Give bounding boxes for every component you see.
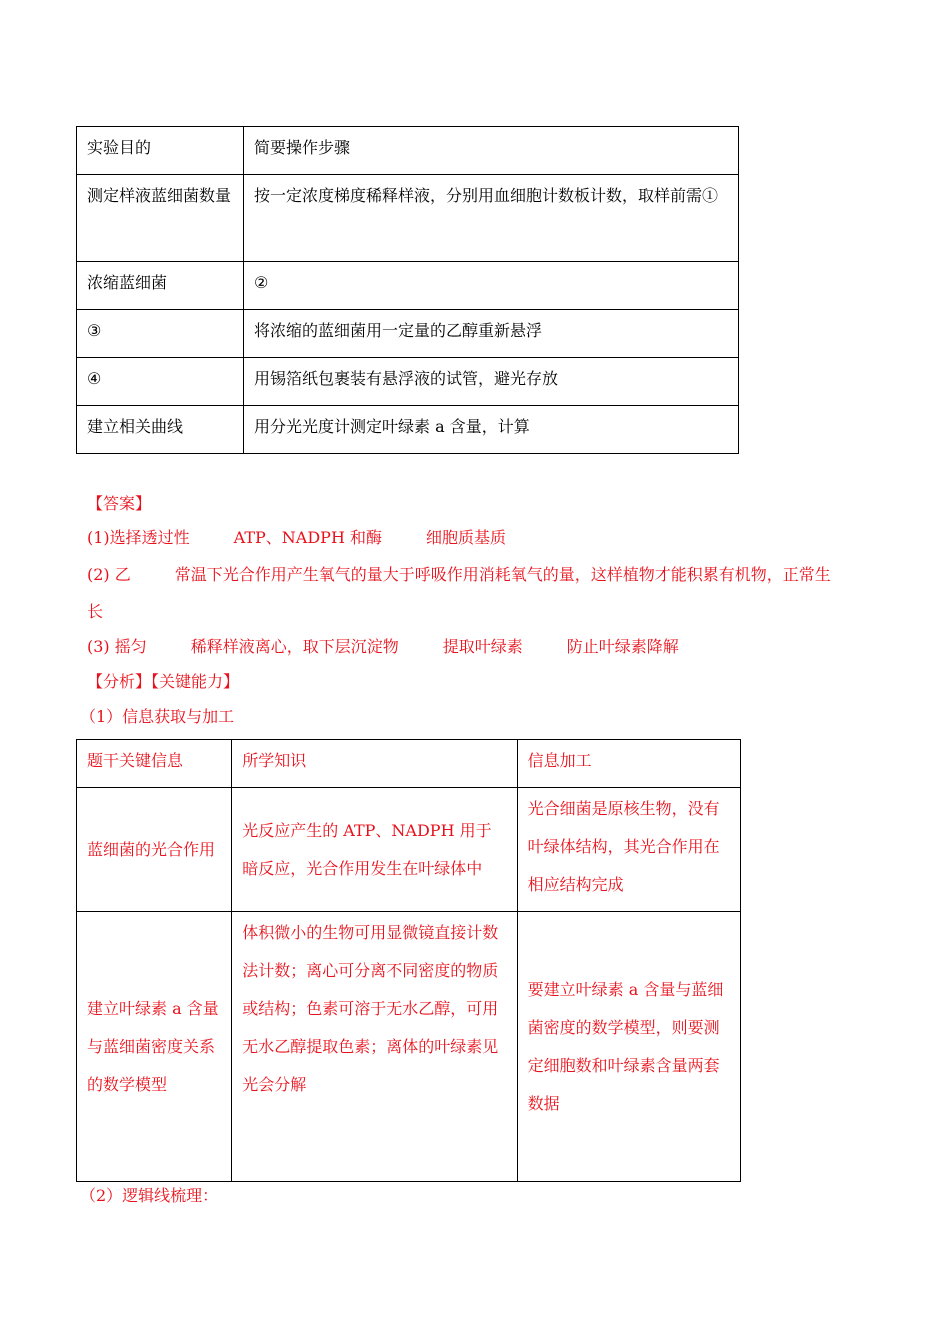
table-header-cell: 题干关键信息 [77, 740, 232, 788]
answer-line-2-cont: 长 [87, 602, 104, 621]
answer-line-2 [87, 562, 831, 588]
table-header-row [77, 740, 741, 788]
table-row [77, 788, 741, 912]
analysis-table [76, 739, 741, 1182]
experiment-table [76, 126, 739, 454]
table-row [77, 912, 741, 1182]
answer-item: (1)选择透过性 [87, 528, 190, 547]
analysis-subheading-2: （2）逻辑线梳理： [80, 1186, 219, 1205]
table-cell: 蓝细菌的光合作用 [77, 788, 232, 912]
answer-item: 细胞质基质 [425, 528, 506, 547]
table-header-cell: 信息加工 [517, 740, 740, 788]
table-cell: 建立相关曲线 [77, 406, 244, 454]
answer-item: 提取叶绿素 [442, 637, 523, 656]
answer-heading: 【答案】 [87, 494, 152, 513]
table-cell: 按一定浓度梯度稀释样液，分别用血细胞计数板计数，取样前需① [244, 175, 739, 262]
table-cell: 光反应产生的 ATP、NADPH 用于暗反应，光合作用发生在叶绿体中 [232, 788, 517, 912]
table-cell: 测定样液蓝细菌数量 [77, 175, 244, 262]
table-cell: 简要操作步骤 [244, 127, 739, 175]
analysis-heading: 【分析】【关键能力】 [87, 672, 240, 691]
table-cell: ④ [77, 358, 244, 406]
table-row [77, 175, 739, 262]
answer-item: 防止叶绿素降解 [566, 637, 679, 656]
table-cell: ② [244, 262, 739, 310]
table-cell: 体积微小的生物可用显微镜直接计数法计数；离心可分离不同密度的物质或结构；色素可溶于无水乙醇，可用无水乙醇提取色素；离体的叶绿素见光会分解 [232, 912, 517, 1182]
analysis-subheading-1: （1）信息获取与加工 [80, 707, 235, 726]
table-cell: ③ [77, 310, 244, 358]
table-header-cell: 所学知识 [232, 740, 517, 788]
table-cell: 用分光光度计测定叶绿素 a 含量，计算 [244, 406, 739, 454]
answer-item: (2) 乙 [87, 565, 131, 584]
table-row [77, 358, 739, 406]
table-cell: 要建立叶绿素 a 含量与蓝细菌密度的数学模型，则要测定细胞数和叶绿素含量两套数据 [517, 912, 740, 1182]
answer-item: (3) 摇匀 [87, 637, 147, 656]
answer-line-1 [87, 525, 506, 551]
table-cell: 将浓缩的蓝细菌用一定量的乙醇重新悬浮 [244, 310, 739, 358]
table-row [77, 262, 739, 310]
table-cell: 用锡箔纸包裹装有悬浮液的试管，避光存放 [244, 358, 739, 406]
table-cell: 实验目的 [77, 127, 244, 175]
table-cell: 建立叶绿素 a 含量与蓝细菌密度关系的数学模型 [77, 912, 232, 1182]
table-cell: 浓缩蓝细菌 [77, 262, 244, 310]
table-row [77, 310, 739, 358]
answer-item: ATP、NADPH 和酶 [233, 528, 382, 547]
table-cell: 光合细菌是原核生物，没有叶绿体结构，其光合作用在相应结构完成 [517, 788, 740, 912]
table-row [77, 127, 739, 175]
answer-line-3 [87, 634, 679, 660]
answer-item: 稀释样液离心，取下层沉淀物 [190, 637, 399, 656]
table-row [77, 406, 739, 454]
answer-item: 常温下光合作用产生氧气的量大于呼吸作用消耗氧气的量，这样植物才能积累有机物，正常生 [174, 565, 831, 584]
